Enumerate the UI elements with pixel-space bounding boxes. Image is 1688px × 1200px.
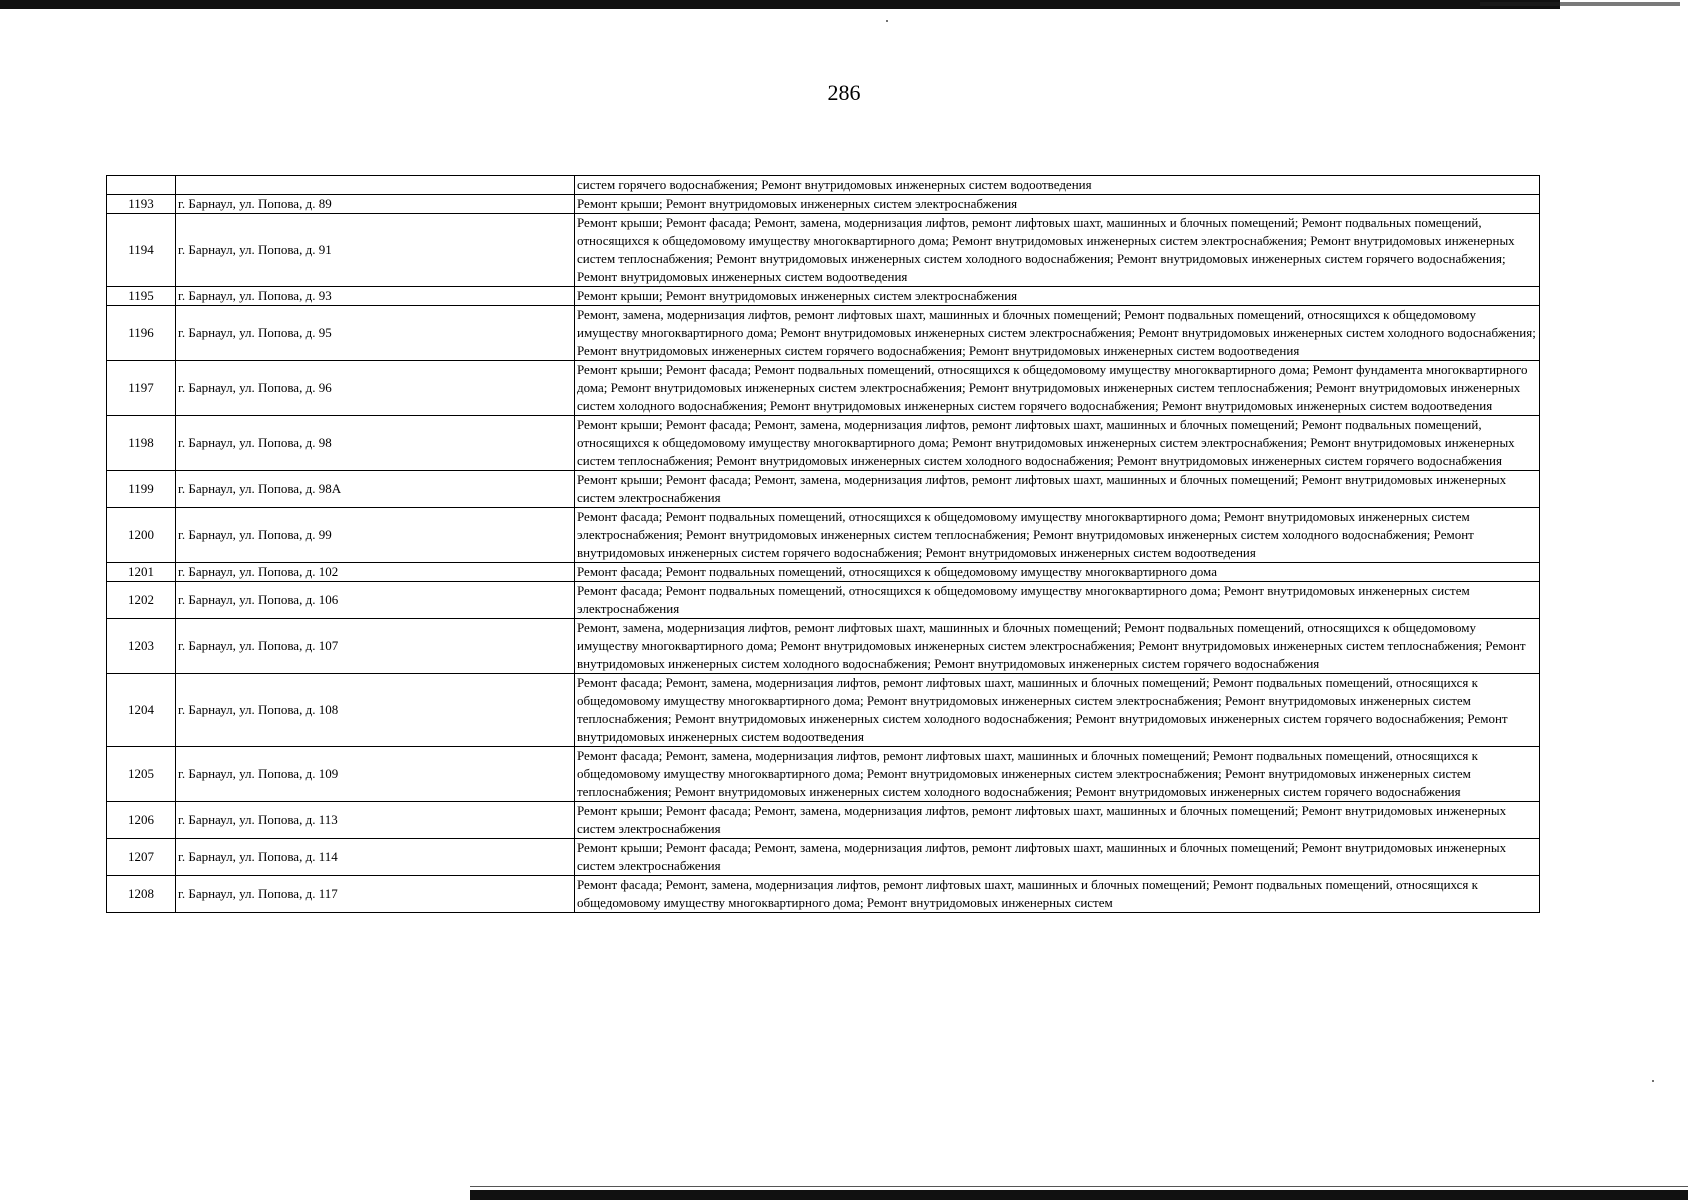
row-number-cell: 1198 — [107, 416, 176, 471]
table-row — [107, 214, 1540, 287]
table-row — [107, 508, 1540, 563]
address-cell: г. Барнаул, ул. Попова, д. 96 — [176, 361, 575, 416]
works-cell: Ремонт фасада; Ремонт подвальных помещений, относящихся к общедомовому имуществу многоквартирного дома; Ремонт внутридомовых инженерных систем электроснабжения; Ремонт внутридомовых инженерных систем теплоснабжения; Ремонт внутридомовых инженерных систем холодного водоснабжения; Ремонт внутридомовых инженерных систем горячего водоснабжения; Ремонт внутридомовых инженерных систем водоотведения — [575, 508, 1540, 563]
works-cell: Ремонт крыши; Ремонт фасада; Ремонт подвальных помещений, относящихся к общедомовому имуществу многоквартирного дома; Ремонт фундамента многоквартирного дома; Ремонт внутридомовых инженерных систем электроснабжения; Ремонт внутридомовых инженерных систем теплоснабжения; Ремонт внутридомовых инженерных систем холодного водоснабжения; Ремонт внутридомовых инженерных систем горячего водоснабжения; Ремонт внутридомовых инженерных систем водоотведения — [575, 361, 1540, 416]
row-number-cell: 1202 — [107, 582, 176, 619]
table-row — [107, 471, 1540, 508]
table-row — [107, 747, 1540, 802]
address-cell: г. Барнаул, ул. Попова, д. 95 — [176, 306, 575, 361]
row-number-cell: 1195 — [107, 287, 176, 306]
row-number-cell: 1207 — [107, 839, 176, 876]
row-number-cell: 1201 — [107, 563, 176, 582]
scan-edge-bottom — [470, 1190, 1688, 1200]
address-cell: г. Барнаул, ул. Попова, д. 114 — [176, 839, 575, 876]
address-cell: г. Барнаул, ул. Попова, д. 93 — [176, 287, 575, 306]
works-cell: Ремонт крыши; Ремонт внутридомовых инженерных систем электроснабжения — [575, 195, 1540, 214]
address-cell: г. Барнаул, ул. Попова, д. 99 — [176, 508, 575, 563]
address-cell: г. Барнаул, ул. Попова, д. 117 — [176, 876, 575, 913]
address-cell: г. Барнаул, ул. Попова, д. 107 — [176, 619, 575, 674]
address-cell: г. Барнаул, ул. Попова, д. 98А — [176, 471, 575, 508]
scan-speck — [886, 20, 888, 22]
table-row — [107, 876, 1540, 913]
table-row — [107, 839, 1540, 876]
row-number-cell — [107, 176, 176, 195]
works-cell: Ремонт, замена, модернизация лифтов, ремонт лифтовых шахт, машинных и блочных помещений; Ремонт подвальных помещений, относящихся к общедомовому имуществу многоквартирного дома; Ремонт внутридомовых инженерных систем электроснабжения; Ремонт внутридомовых инженерных систем холодного водоснабжения; Ремонт внутридомовых инженерных систем горячего водоснабжения; Ремонт внутридомовых инженерных систем водоотведения — [575, 306, 1540, 361]
row-number-cell: 1208 — [107, 876, 176, 913]
row-number-cell: 1193 — [107, 195, 176, 214]
works-cell: Ремонт, замена, модернизация лифтов, ремонт лифтовых шахт, машинных и блочных помещений; Ремонт подвальных помещений, относящихся к общедомовому имуществу многоквартирного дома; Ремонт внутридомовых инженерных систем электроснабжения; Ремонт внутридомовых инженерных систем теплоснабжения; Ремонт внутридомовых инженерных систем холодного водоснабжения; Ремонт внутридомовых инженерных систем горячего водоснабжения — [575, 619, 1540, 674]
row-number-cell: 1200 — [107, 508, 176, 563]
row-number-cell: 1206 — [107, 802, 176, 839]
table-row — [107, 306, 1540, 361]
registry-body — [107, 176, 1540, 913]
address-cell: г. Барнаул, ул. Попова, д. 91 — [176, 214, 575, 287]
works-cell: Ремонт крыши; Ремонт внутридомовых инженерных систем электроснабжения — [575, 287, 1540, 306]
row-number-cell: 1199 — [107, 471, 176, 508]
works-cell: систем горячего водоснабжения; Ремонт внутридомовых инженерных систем водоотведения — [575, 176, 1540, 195]
row-number-cell: 1197 — [107, 361, 176, 416]
works-cell: Ремонт крыши; Ремонт фасада; Ремонт, замена, модернизация лифтов, ремонт лифтовых шахт, машинных и блочных помещений; Ремонт подвальных помещений, относящихся к общедомовому имуществу многоквартирного дома; Ремонт внутридомовых инженерных систем электроснабжения; Ремонт внутридомовых инженерных систем теплоснабжения; Ремонт внутридомовых инженерных систем холодного водоснабжения; Ремонт внутридомовых инженерных систем горячего водоснабжения — [575, 416, 1540, 471]
works-cell: Ремонт крыши; Ремонт фасада; Ремонт, замена, модернизация лифтов, ремонт лифтовых шахт, машинных и блочных помещений; Ремонт внутридомовых инженерных систем электроснабжения — [575, 471, 1540, 508]
table-row — [107, 361, 1540, 416]
works-cell: Ремонт фасада; Ремонт подвальных помещений, относящихся к общедомовому имуществу многоквартирного дома; Ремонт внутридомовых инженерных систем электроснабжения — [575, 582, 1540, 619]
row-number-cell: 1205 — [107, 747, 176, 802]
scan-speck — [1652, 1080, 1654, 1082]
scan-edge-top — [0, 0, 1560, 9]
table-row — [107, 674, 1540, 747]
address-cell: г. Барнаул, ул. Попова, д. 98 — [176, 416, 575, 471]
works-cell: Ремонт фасада; Ремонт, замена, модернизация лифтов, ремонт лифтовых шахт, машинных и блочных помещений; Ремонт подвальных помещений, относящихся к общедомовому имуществу многоквартирного дома; Ремонт внутридомовых инженерных систем — [575, 876, 1540, 913]
address-cell: г. Барнаул, ул. Попова, д. 106 — [176, 582, 575, 619]
address-cell: г. Барнаул, ул. Попова, д. 109 — [176, 747, 575, 802]
table-row — [107, 563, 1540, 582]
works-cell: Ремонт фасада; Ремонт, замена, модернизация лифтов, ремонт лифтовых шахт, машинных и блочных помещений; Ремонт подвальных помещений, относящихся к общедомовому имуществу многоквартирного дома; Ремонт внутридомовых инженерных систем электроснабжения; Ремонт внутридомовых инженерных систем теплоснабжения; Ремонт внутридомовых инженерных систем холодного водоснабжения; Ремонт внутридомовых инженерных систем горячего водоснабжения; Ремонт внутридомовых инженерных систем водоотведения — [575, 674, 1540, 747]
address-cell: г. Барнаул, ул. Попова, д. 89 — [176, 195, 575, 214]
table-row — [107, 195, 1540, 214]
row-number-cell: 1194 — [107, 214, 176, 287]
works-cell: Ремонт крыши; Ремонт фасада; Ремонт, замена, модернизация лифтов, ремонт лифтовых шахт, машинных и блочных помещений; Ремонт подвальных помещений, относящихся к общедомовому имуществу многоквартирного дома; Ремонт внутридомовых инженерных систем электроснабжения; Ремонт внутридомовых инженерных систем теплоснабжения; Ремонт внутридомовых инженерных систем холодного водоснабжения; Ремонт внутридомовых инженерных систем горячего водоснабжения; Ремонт внутридомовых инженерных систем водоотведения — [575, 214, 1540, 287]
page-number: 286 — [827, 80, 861, 105]
row-number-cell: 1204 — [107, 674, 176, 747]
table-row — [107, 582, 1540, 619]
works-cell: Ремонт фасада; Ремонт подвальных помещений, относящихся к общедомовому имуществу многоквартирного дома — [575, 563, 1540, 582]
scan-edge-bottom-line — [470, 1186, 1688, 1187]
row-number-cell: 1203 — [107, 619, 176, 674]
address-cell: г. Барнаул, ул. Попова, д. 102 — [176, 563, 575, 582]
table-row — [107, 287, 1540, 306]
table-row — [107, 416, 1540, 471]
repair-registry-table — [106, 175, 1540, 913]
address-cell: г. Барнаул, ул. Попова, д. 113 — [176, 802, 575, 839]
works-cell: Ремонт крыши; Ремонт фасада; Ремонт, замена, модернизация лифтов, ремонт лифтовых шахт, машинных и блочных помещений; Ремонт внутридомовых инженерных систем электроснабжения — [575, 839, 1540, 876]
table-row — [107, 802, 1540, 839]
works-cell: Ремонт фасада; Ремонт, замена, модернизация лифтов, ремонт лифтовых шахт, машинных и блочных помещений; Ремонт подвальных помещений, относящихся к общедомовому имуществу многоквартирного дома; Ремонт внутридомовых инженерных систем электроснабжения; Ремонт внутридомовых инженерных систем теплоснабжения; Ремонт внутридомовых инженерных систем холодного водоснабжения; Ремонт внутридомовых инженерных систем горячего водоснабжения — [575, 747, 1540, 802]
address-cell — [176, 176, 575, 195]
address-cell: г. Барнаул, ул. Попова, д. 108 — [176, 674, 575, 747]
works-cell: Ремонт крыши; Ремонт фасада; Ремонт, замена, модернизация лифтов, ремонт лифтовых шахт, машинных и блочных помещений; Ремонт внутридомовых инженерных систем электроснабжения — [575, 802, 1540, 839]
table-row — [107, 176, 1540, 195]
scan-edge-top-tail — [1480, 2, 1680, 6]
row-number-cell: 1196 — [107, 306, 176, 361]
table-row — [107, 619, 1540, 674]
